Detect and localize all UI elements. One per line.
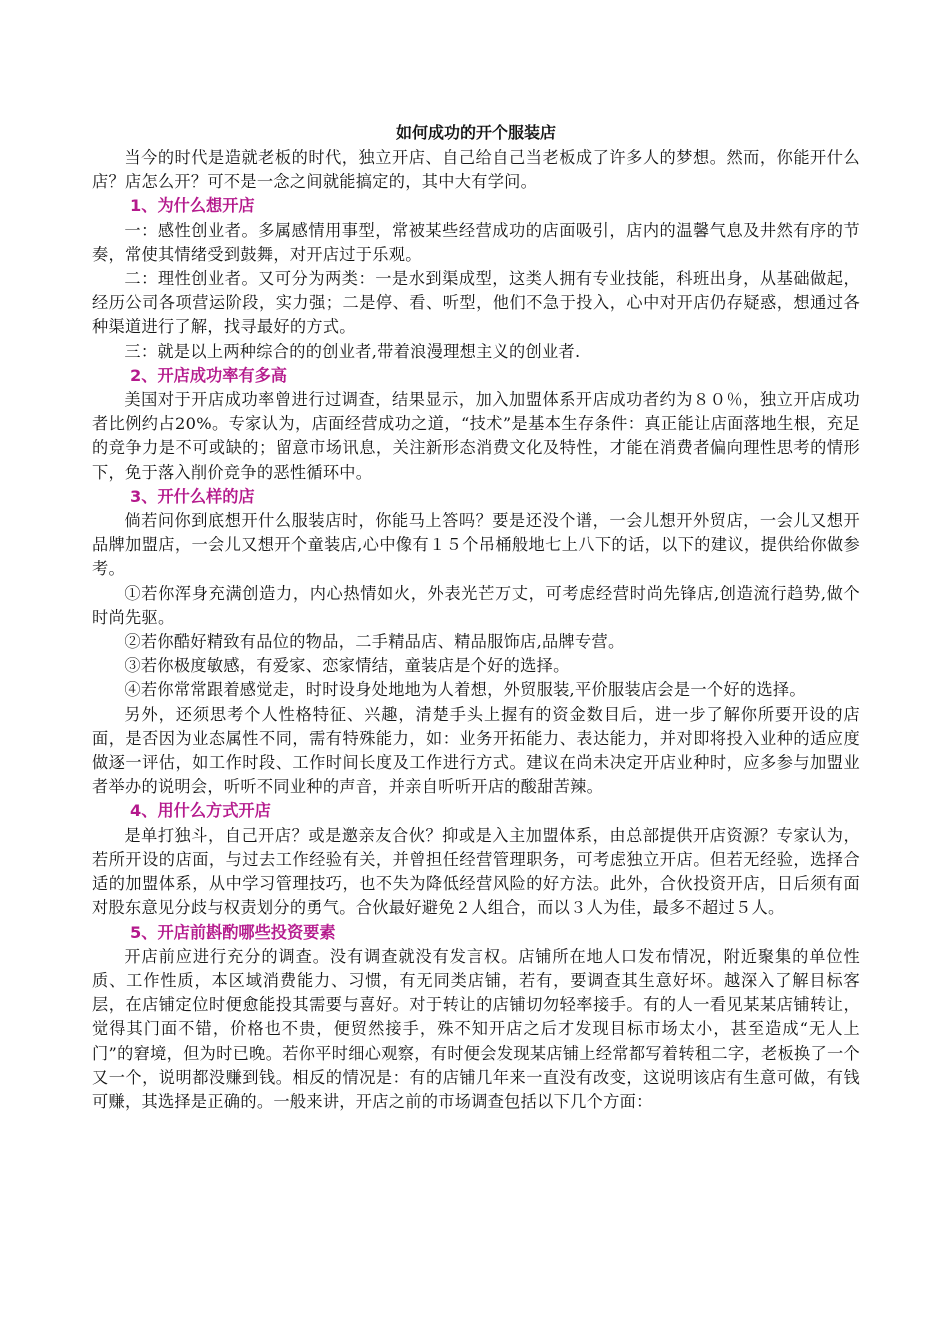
section-heading: 4、用什么方式开店 [130, 801, 271, 821]
section-5 [92, 921, 860, 1115]
paragraph: 一：感性创业者。多属感情用事型，常被某些经营成功的店面吸引，店内的温馨气息及井然有序的节奏，常使其情绪受到鼓舞，对开店过于乐观。 [92, 220, 860, 264]
paragraph: 倘若问你到底想开什么服装店时，你能马上答吗？要是还没个谱，一会儿想开外贸店，一会儿又想开品牌加盟店，一会儿又想开个童装店,心中像有１５个吊桶般地七上八下的话，以下的建议，提供给你做参考。 [92, 511, 860, 579]
section-heading: 3、开什么样的店 [130, 486, 255, 506]
paragraph: ④若你常常跟着感觉走，时时设身处地地为人着想，外贸服装,平价服装店会是一个好的选择。 [124, 680, 806, 700]
paragraph: ②若你酷好精致有品位的物品，二手精品店、精品服饰店,品牌专营。 [124, 632, 625, 652]
paragraph: 是单打独斗，自己开店？或是邀亲友合伙？抑或是入主加盟体系，由总部提供开店资源？专家认为，若所开设的店面，与过去工作经验有关，并曾担任经营管理职务，可考虑独立开店。但若无经验，选择合适的加盟体系，从中学习管理技巧，也不失为降低经营风险的好方法。此外，合伙投资开店，日后须有面对股东意见分歧与权责划分的勇气。合伙最好避免２人组合，而以３人为佳，最多不超过５人。 [92, 825, 860, 918]
section-heading: 2、开店成功率有多高 [130, 365, 287, 385]
paragraph: ①若你浑身充满创造力，内心热情如火，外表光芒万丈，可考虑经营时尚先锋店,创造流行趋势,做个时尚先驱。 [92, 583, 860, 627]
section-2 [92, 364, 860, 485]
section-3 [92, 485, 860, 800]
section-heading: 1、为什么想开店 [130, 196, 255, 216]
section-4 [92, 799, 860, 920]
section-1 [92, 194, 860, 363]
intro-paragraph: 当今的时代是造就老板的时代，独立开店、自己给自己当老板成了许多人的梦想。然而，你能开什么店？店怎么开？可不是一念之间就能搞定的，其中大有学问。 [92, 148, 860, 192]
paragraph: 二：理性创业者。又可分为两类：一是水到渠成型，这类人拥有专业技能，科班出身，从基础做起，经历公司各项营运阶段，实力强；二是停、看、听型，他们不急于投入，心中对开店仍存疑惑，想通过各种渠道进行了解，找寻最好的方式。 [92, 269, 860, 337]
section-heading: 5、开店前斟酌哪些投资要素 [130, 922, 336, 942]
document-title: 如何成功的开个服装店 [395, 123, 556, 142]
document-page [92, 122, 860, 1114]
paragraph: ③若你极度敏感，有爱家、恋家情结，童装店是个好的选择。 [124, 656, 570, 676]
paragraph: 美国对于开店成功率曾进行过调查，结果显示，加入加盟体系开店成功者约为８０％，独立开店成功者比例约占20%。专家认为，店面经营成功之道，“技术”是基本生存条件：真正能让店面落地生根，充足的竞争力是不可或缺的；留意市场讯息，关注新形态消费文化及特性，才能在消费者偏向理性思考的情形下，免于落入削价竞争的恶性循环中。 [92, 390, 860, 482]
paragraph: 另外，还须思考个人性格特征、兴趣，清楚手头上握有的资金数目后，进一步了解你所要开设的店面，是否因为业态属性不同，需有特殊能力，如：业务开拓能力、表达能力，并对即将投入业种的适应度做逐一评估，如工作时段、工作时间长度及工作进行方式。建议在尚未决定开店业种时，应多参与加盟业者举办的说明会，听听不同业种的声音，并亲自听听开店的酸甜苦辣。 [92, 704, 860, 797]
paragraph: 开店前应进行充分的调查。没有调查就没有发言权。店铺所在地人口发布情况，附近聚集的单位性质、工作性质，本区域消费能力、习惯，有无同类店铺，若有，要调查其生意好坏。越深入了解目标客层，在店铺定位时便愈能投其需要与喜好。对于转让的店铺切勿轻率接手。有的人一看见某某店铺转让，觉得其门面不错，价格也不贵，便贸然接手，殊不知开店之后才发现目标市场太小，甚至造成“无人上门”的窘境，但为时已晚。若你平时细心观察，有时便会发现某店铺上经常都写着转租二字，老板换了一个又一个，说明都没赚到钱。相反的情况是：有的店铺几年来一直没有改变，这说明该店有生意可做，有钱可赚，其选择是正确的。一般来讲，开店之前的市场调查包括以下几个方面： [92, 946, 860, 1111]
paragraph: 三：就是以上两种综合的的创业者,带着浪漫理想主义的创业者. [124, 341, 581, 361]
